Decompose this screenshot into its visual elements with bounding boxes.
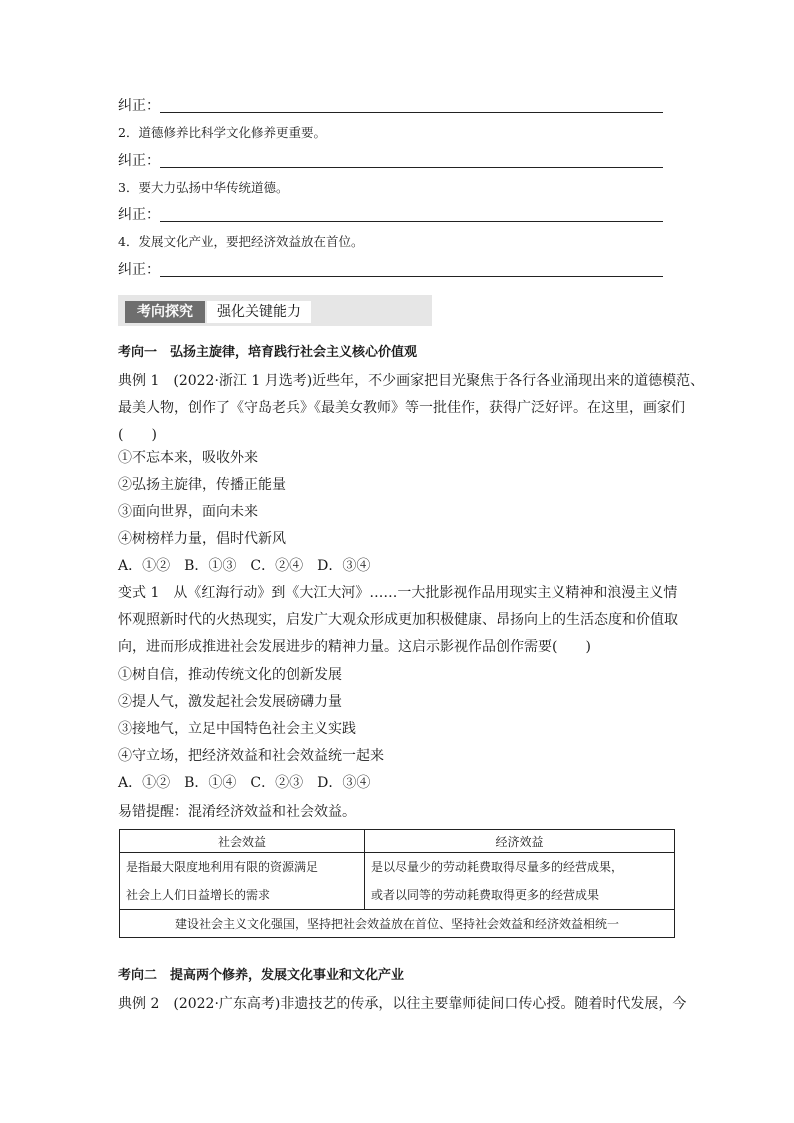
example1-answers: A．①② B．①③ C．②④ D．③④ (118, 558, 371, 574)
example1-option: ④树榜样力量，倡时代新风 (118, 531, 286, 547)
variant1-option: ①树自信，推动传统文化的创新发展 (118, 667, 342, 683)
variant1-line: 怀观照新时代的火热现实，启发广大观众形成更加积极健康、昂扬向上的生活态度和价值取 (118, 612, 678, 628)
correction-label: 纠正： (118, 207, 160, 223)
table-cell-line: 是指最大限度地利用有限的资源满足 (126, 860, 319, 874)
error-tip: 易错提醒：混淆经济效益和社会效益。 (118, 804, 356, 820)
statement-4: 4．发展文化产业，要把经济效益放在首位。 (118, 234, 364, 249)
correction-underline (160, 276, 663, 277)
correction-label: 纠正： (118, 153, 160, 169)
correction-underline (160, 112, 663, 113)
statement-2: 2．道德修养比科学文化修养更重要。 (118, 125, 326, 140)
example1-option: ①不忘本来，吸收外来 (118, 450, 258, 466)
table-header-social: 社会效益 (120, 830, 365, 853)
example1-line: 最美人物，创作了《守岛老兵》《最美女教师》等一批佳作，获得广泛好评。在这里，画家们 (118, 400, 685, 416)
correction-label: 纠正： (118, 262, 160, 278)
table-footer: 建设社会主义文化强国，坚持把社会效益放在首位、坚持社会效益和经济效益相统一 (120, 910, 675, 938)
table-header-economic: 经济效益 (365, 830, 675, 853)
variant1-option: ③接地气，立足中国特色社会主义实践 (118, 721, 356, 737)
table-cell-line: 社会上人们日益增长的需求 (126, 888, 271, 902)
variant1-answers: A．①② B．①④ C．②③ D．③④ (118, 775, 371, 791)
variant1-line: 变式 1 从《红海行动》到《大江大河》……一大批影视作品用现实主义精神和浪漫主义情 (118, 585, 678, 601)
table-cell-social (120, 853, 365, 910)
example1-option: ③面向世界，面向未来 (118, 504, 258, 520)
variant1-option: ②提人气，激发起社会发展磅礴力量 (118, 694, 342, 710)
example1-line: ( ) (118, 427, 157, 443)
table-cell-line: 或者以同等的劳动耗费取得更多的经营成果 (371, 888, 600, 902)
variant1-option: ④守立场，把经济效益和社会效益统一起来 (118, 748, 384, 764)
section1-heading: 考向一 弘扬主旋律，培育践行社会主义核心价值观 (118, 345, 418, 360)
table-cell-economic (365, 853, 675, 910)
correction-underline (160, 167, 663, 168)
statement-3: 3．要大力弘扬中华传统道德。 (118, 180, 289, 195)
correction-label: 纠正： (118, 98, 160, 114)
section-banner (118, 295, 432, 326)
variant1-line: 向，进而形成推进社会发展进步的精神力量。这启示影视作品创作需要( ) (118, 639, 591, 655)
table-cell-line: 是以尽量少的劳动耗费取得尽量多的经营成果， (371, 860, 624, 874)
correction-underline (160, 221, 663, 222)
banner-subtitle: 强化关键能力 (207, 301, 311, 323)
comparison-table (119, 829, 675, 938)
example2-line: 典例 2 (2022·广东高考)非遗技艺的传承，以往主要靠师徒间口传心授。随着时代发展，今 (118, 996, 687, 1012)
example1-line: 典例 1 (2022·浙江 1 月选考)近些年，不少画家把目光聚焦于各行各业涌现出来的道德模范、 (118, 373, 705, 389)
section2-heading: 考向二 提高两个修养，发展文化事业和文化产业 (118, 968, 405, 983)
example1-option: ②弘扬主旋律，传播正能量 (118, 477, 286, 493)
banner-title: 考向探究 (125, 301, 205, 323)
